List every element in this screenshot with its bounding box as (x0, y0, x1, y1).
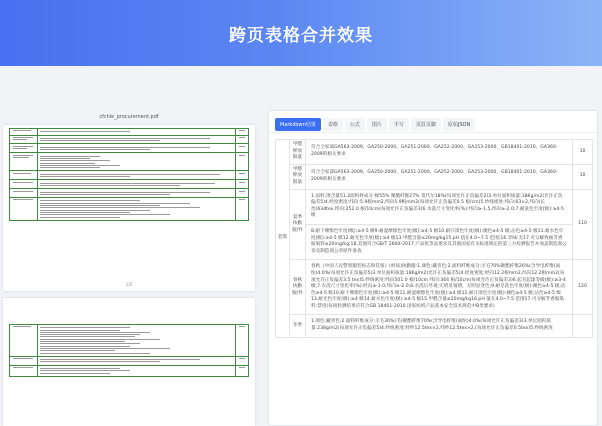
tab-markdown[interactable]: Markdown结果 (275, 118, 321, 131)
content-cell: 符合仝家部GA563-2009、GA250-2000、GA251-2000、GA252-2000、GA253-2000、GB18401-2010、GA360-2009的相关要求 (306, 140, 573, 165)
pdf-table-row (10, 144, 248, 153)
score-cell: 120 (573, 260, 593, 315)
score-cell (573, 315, 593, 337)
tab-handwriting[interactable]: 手写 (389, 118, 409, 131)
table-row (276, 164, 593, 189)
pdf-page-2 (3, 298, 255, 426)
table-row (276, 315, 593, 337)
table-row (276, 140, 593, 165)
pdf-table-page-1 (9, 128, 249, 221)
merged-table (275, 139, 593, 338)
table-row (276, 224, 593, 259)
item-cell: 甲醛释放限量 (290, 164, 306, 189)
pdf-table-row (10, 171, 248, 180)
score-cell: 10 (573, 140, 593, 165)
page-title: 跨页表格合并效果 (229, 25, 373, 46)
table-row (276, 189, 593, 224)
main-content (0, 66, 602, 426)
pdf-table-row (10, 180, 248, 189)
header-banner (0, 0, 602, 66)
item-cell: 甲醛释放限量 (290, 140, 306, 165)
tab-formula[interactable]: 公式 (345, 118, 365, 131)
pdf-table-row (10, 325, 248, 357)
pdf-table-row (10, 366, 248, 376)
result-tabs (269, 111, 597, 133)
result-panel (268, 110, 598, 426)
merged-category-cell: 装饰 (276, 140, 290, 338)
content-cell: 8.耐干摩擦色牢度(级):≥4-5 级9.耐湿摩擦色牢度(级):≥4-5 级10.耐汗渍色牢度(级):褪色≥4-5 级;沾色≥4-5 级11.耐水色牢度(级):≥4-5 级12.耐光色牢度(级):≥4 级13.甲醛含量≤20mg/kg15.pH 值在4.0~7.5 范围;16.异味:无17.可分解致癌芳香胺染料≤20mg/kg;18.其他符合GB/T 2660-2017 产品优等品要求及其他国家有关标准规定的第三方检测报告并加盖制造商公章及制造商公章原件备查 (306, 224, 573, 259)
tab-table[interactable]: 表格 (323, 118, 343, 131)
tab-image[interactable]: 图片 (367, 118, 387, 131)
table-row (276, 260, 593, 315)
content-cell: 符合仝家部GA563-2009、GA250-2000、GA251-2000、GA252-2000、GA253-2000、GB18401-2010、GA360-2009的相关要求 (306, 164, 573, 189)
content-cell: 春秋《中国人民警察服装标志和装备》(材质)执勤服:1.颜色:藏青色;2.面料纤维成分:羊毛70%聚酯纤维26%(含导电纤维(氨纶)4.0%(每项允许正负偏差5)3.单位面积质量:186g/m2(允许正负偏差5)4.经度密度:经向12.2根mm2,纬向12.2根mm2(每项允许正负偏差3.5 tex)5.纱线密度:纬向501.0 根/10cm 纬向:364 根/10cm(每项允许正负偏差3)6.起毛起球等级(级):≥3-4级;7.水洗尺寸变化率(%):经向≥-1.0,纬向≥-2.0;8.水洗后外观:无明显皱褶、无明显变色;9.耐皂洗色牢度(级):褪色≥4-5 级;沾色≥4-5 级10.耐干摩擦色牢度(级):≥4-5 级11.耐湿摩擦色牢度(级):≥4 级12.耐汗渍色牢度(级):褪色≥4-5 级;沾色≥4-5 级13.耐光色牢度(级):≥4 级14.耐水色牢度(级):≥4-5 级15.甲醛含量≤20mg/kg16.pH 值在4.0~7.5 范围17.可分解芳香胺染料:禁用(每项检测结果应符合GB 18401-2010 国家纺织产品基本安全技术规范中B类要求) (306, 260, 573, 315)
tab-header-footer[interactable]: 页眉页脚 (411, 118, 441, 131)
pdf-table-row (10, 198, 248, 220)
pdf-page-1 (3, 125, 255, 291)
pdf-table-row (10, 189, 248, 198)
item-cell: 冬季 (290, 315, 306, 337)
item-cell: 夏季执勤服/件 (290, 189, 306, 260)
pdf-table-row (10, 136, 248, 145)
pdf-viewer[interactable] (0, 108, 258, 426)
content-cell: 1.颜色:藏青色;2.面料纤维成分:羊毛30%(毛)聚酯纤维70%(含导电纤维(氨纶)4.0%(每项允许正负偏差3)3.单位面积质量:238g/m2(每项允许正负偏差5)4.纱线密度:经纱12.5tex×2,纬纱12.5tex×2,(每项允许正负偏差0.5tex)5.纱线密度 (306, 315, 573, 337)
pdf-table-page-2 (9, 324, 249, 377)
tab-raw-json[interactable]: 原始JSON (443, 118, 475, 131)
score-cell: 10 (573, 164, 593, 189)
item-cell: 春秋执勤服/件 (290, 260, 306, 315)
pdf-table-row (10, 357, 248, 366)
pdf-filename: cfchle_procurement.pdf (99, 114, 159, 120)
pdf-table-row (10, 129, 248, 136)
content-cell: 1.面料:涤含量51.2面料材成分:棉55% 聚酯纤维27% 莫代尔18%(每项允许正负偏差2)3.单位面积质量:186g/m2(允许正负偏差5)4.经度密度:纬向:5.9根mm2,纬向5.9根mm2(每项允许正负偏差0.5 根/cm)5.纱线密度:纬向:63×2,纬向(长丝)63dtex,纬向:252.0 根/10cm(每项允许正负偏差3)6.水洗尺寸变化率(%):纬向≥-1.5,纬向≥-2.0;7.耐洗色牢度(级):≥4-5 级 (306, 189, 573, 224)
pdf-page-number: 1/2 (125, 282, 133, 287)
score-cell: 110 (573, 189, 593, 260)
pdf-table-row (10, 153, 248, 171)
